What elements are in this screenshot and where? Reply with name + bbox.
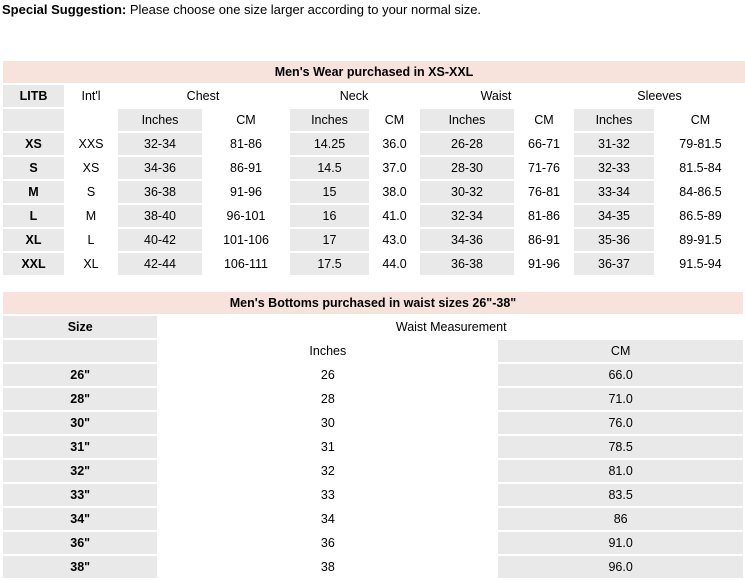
chest-cm: 96-101 — [204, 205, 288, 227]
size-intl: S — [66, 181, 116, 203]
neck-cm: 44.0 — [371, 253, 418, 275]
chest-inches: 34-36 — [118, 157, 202, 179]
chest-cm: 106-111 — [204, 253, 288, 275]
unit-sleeves-inches: Inches — [574, 109, 654, 131]
waist-inches: 32 — [159, 460, 496, 482]
units-spacer — [3, 340, 157, 362]
table-row — [3, 460, 743, 482]
size-litb: L — [3, 205, 64, 227]
waist-inches: 30 — [159, 412, 496, 434]
suggestion-text: Please choose one size larger according to your normal size. — [126, 2, 482, 17]
waist-cm: 71.0 — [498, 388, 743, 410]
waist-cm: 78.5 — [498, 436, 743, 458]
size-litb: S — [3, 157, 64, 179]
table-row — [3, 205, 745, 227]
waist-inches: 31 — [159, 436, 496, 458]
unit-neck-cm: CM — [371, 109, 418, 131]
table-row — [3, 532, 743, 554]
sleeves-cm: 89-91.5 — [656, 229, 745, 251]
table-row — [3, 229, 745, 251]
header-inches: Inches — [159, 340, 496, 362]
sleeves-cm: 79-81.5 — [656, 133, 745, 155]
waist-inches: 30-32 — [420, 181, 514, 203]
chest-inches: 38-40 — [118, 205, 202, 227]
chest-inches: 40-42 — [118, 229, 202, 251]
waist-cm: 76.0 — [498, 412, 743, 434]
chest-inches: 36-38 — [118, 181, 202, 203]
waist-size: 30" — [3, 412, 157, 434]
waist-inches: 26-28 — [420, 133, 514, 155]
units-spacer — [3, 109, 64, 131]
neck-cm: 41.0 — [371, 205, 418, 227]
table-row — [3, 181, 745, 203]
table-row — [3, 157, 745, 179]
waist-cm: 76-81 — [516, 181, 572, 203]
chest-inches: 42-44 — [118, 253, 202, 275]
table-row — [3, 436, 743, 458]
sleeves-inches: 36-37 — [574, 253, 654, 275]
header-chest: Chest — [118, 85, 288, 107]
waist-size: 28" — [3, 388, 157, 410]
size-intl: L — [66, 229, 116, 251]
header-cm: CM — [498, 340, 743, 362]
header-waist-measurement: Waist Measurement — [159, 316, 743, 338]
waist-cm: 71-76 — [516, 157, 572, 179]
chest-cm: 81-86 — [204, 133, 288, 155]
neck-cm: 37.0 — [371, 157, 418, 179]
size-litb: XXL — [3, 253, 64, 275]
size-intl: XL — [66, 253, 116, 275]
waist-cm: 86 — [498, 508, 743, 530]
waist-cm: 86-91 — [516, 229, 572, 251]
header-litb: LITB — [3, 85, 64, 107]
mens-wear-size-table — [1, 59, 745, 277]
waist-inches: 28-30 — [420, 157, 514, 179]
waist-size: 38" — [3, 556, 157, 578]
sleeves-inches: 34-35 — [574, 205, 654, 227]
waist-size: 31" — [3, 436, 157, 458]
mens-bottoms-title: Men's Bottoms purchased in waist sizes 26"-38" — [3, 292, 743, 314]
size-intl: M — [66, 205, 116, 227]
waist-inches: 34 — [159, 508, 496, 530]
waist-cm: 91-96 — [516, 253, 572, 275]
waist-size: 34" — [3, 508, 157, 530]
waist-cm: 96.0 — [498, 556, 743, 578]
unit-sleeves-cm: CM — [656, 109, 745, 131]
unit-chest-cm: CM — [204, 109, 288, 131]
waist-size: 32" — [3, 460, 157, 482]
waist-inches: 26 — [159, 364, 496, 386]
waist-cm: 91.0 — [498, 532, 743, 554]
sleeves-inches: 33-34 — [574, 181, 654, 203]
waist-cm: 66.0 — [498, 364, 743, 386]
neck-cm: 38.0 — [371, 181, 418, 203]
special-suggestion — [2, 2, 481, 17]
neck-inches: 14.25 — [290, 133, 369, 155]
header-intl: Int'l — [66, 85, 116, 107]
table-row — [3, 556, 743, 578]
sleeves-cm: 86.5-89 — [656, 205, 745, 227]
waist-inches: 33 — [159, 484, 496, 506]
neck-inches: 15 — [290, 181, 369, 203]
mens-bottoms-size-table — [1, 290, 745, 580]
size-litb: M — [3, 181, 64, 203]
waist-inches: 28 — [159, 388, 496, 410]
table-row — [3, 253, 745, 275]
unit-neck-inches: Inches — [290, 109, 369, 131]
suggestion-label: Special Suggestion: — [2, 2, 127, 17]
table-row — [3, 133, 745, 155]
header-size: Size — [3, 316, 157, 338]
chest-cm: 101-106 — [204, 229, 288, 251]
waist-size: 36" — [3, 532, 157, 554]
waist-cm: 81.0 — [498, 460, 743, 482]
waist-inches: 36-38 — [420, 253, 514, 275]
sleeves-inches: 32-33 — [574, 157, 654, 179]
sleeves-inches: 31-32 — [574, 133, 654, 155]
mens-wear-title: Men's Wear purchased in XS-XXL — [3, 61, 745, 83]
size-litb: XS — [3, 133, 64, 155]
chest-cm: 86-91 — [204, 157, 288, 179]
neck-cm: 36.0 — [371, 133, 418, 155]
waist-cm: 66-71 — [516, 133, 572, 155]
table-row — [3, 412, 743, 434]
header-sleeves: Sleeves — [574, 85, 745, 107]
header-waist: Waist — [420, 85, 572, 107]
neck-inches: 16 — [290, 205, 369, 227]
table-row — [3, 388, 743, 410]
header-neck: Neck — [290, 85, 418, 107]
units-spacer — [66, 109, 116, 131]
table-row — [3, 508, 743, 530]
sleeves-inches: 35-36 — [574, 229, 654, 251]
unit-waist-cm: CM — [516, 109, 572, 131]
waist-cm: 83.5 — [498, 484, 743, 506]
sleeves-cm: 81.5-84 — [656, 157, 745, 179]
waist-inches: 36 — [159, 532, 496, 554]
unit-waist-inches: Inches — [420, 109, 514, 131]
waist-size: 26" — [3, 364, 157, 386]
unit-chest-inches: Inches — [118, 109, 202, 131]
neck-inches: 17 — [290, 229, 369, 251]
size-litb: XL — [3, 229, 64, 251]
chest-cm: 91-96 — [204, 181, 288, 203]
size-intl: XXS — [66, 133, 116, 155]
sleeves-cm: 84-86.5 — [656, 181, 745, 203]
table-row — [3, 364, 743, 386]
neck-inches: 17.5 — [290, 253, 369, 275]
waist-inches: 34-36 — [420, 229, 514, 251]
waist-cm: 81-86 — [516, 205, 572, 227]
waist-inches: 32-34 — [420, 205, 514, 227]
neck-inches: 14.5 — [290, 157, 369, 179]
waist-size: 33" — [3, 484, 157, 506]
chest-inches: 32-34 — [118, 133, 202, 155]
size-intl: XS — [66, 157, 116, 179]
waist-inches: 38 — [159, 556, 496, 578]
table-row — [3, 484, 743, 506]
sleeves-cm: 91.5-94 — [656, 253, 745, 275]
neck-cm: 43.0 — [371, 229, 418, 251]
